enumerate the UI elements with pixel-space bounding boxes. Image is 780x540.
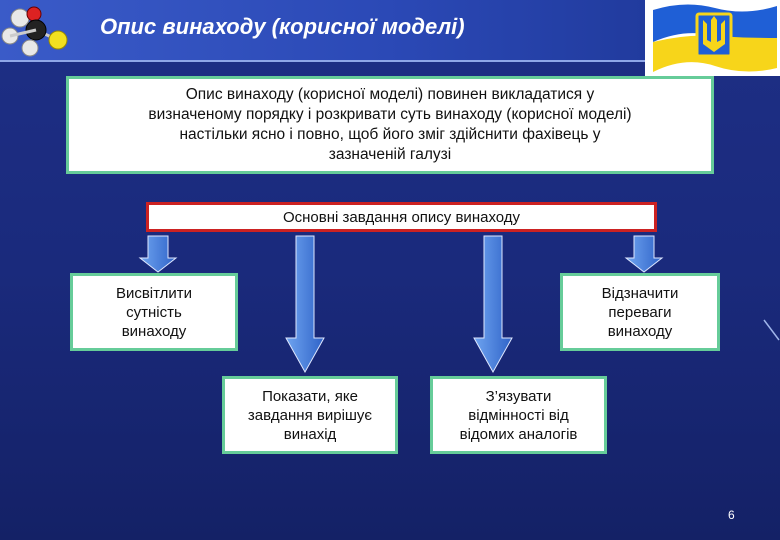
task-line: сутність (126, 303, 182, 321)
tasks-title: Основні завдання опису винаходу (282, 208, 521, 226)
task-box-highlight (70, 273, 238, 351)
arrow-to-left (140, 236, 176, 272)
task-line: винаходу (607, 322, 673, 340)
arrow-to-right (626, 236, 662, 272)
intro-line: визначеному порядку і розкривати суть винаходу (корисної моделі) (148, 106, 632, 123)
task-box-advantages (560, 273, 720, 351)
task-line: відомих аналогів (459, 425, 578, 443)
task-line: завдання вирішує (247, 406, 373, 424)
task-line: винаходу (121, 322, 187, 340)
page-title: Опис винаходу (корисної моделі) (100, 14, 465, 39)
task-box-problem (222, 376, 398, 454)
task-box-differences (430, 376, 607, 454)
intro-line: Опис винаходу (корисної моделі) повинен викладатися у (185, 86, 595, 103)
task-line: Висвітлити (115, 284, 193, 302)
intro-line: зазначеній галузі (328, 146, 452, 163)
decorative-stroke-icon (762, 318, 780, 342)
page-number: 6 (728, 508, 735, 522)
task-line: З’язувати (485, 387, 552, 405)
intro-line: настільки ясно і повно, щоб його зміг здійснити фахівець у (179, 126, 601, 143)
arrow-to-mid2 (474, 236, 512, 372)
task-line: винахід (283, 425, 337, 443)
task-line: Показати, яке (262, 387, 358, 405)
task-line: відмінності від (468, 406, 569, 424)
task-line: переваги (608, 303, 672, 321)
task-line: Відзначити (601, 284, 679, 302)
arrow-to-mid1 (286, 236, 324, 372)
